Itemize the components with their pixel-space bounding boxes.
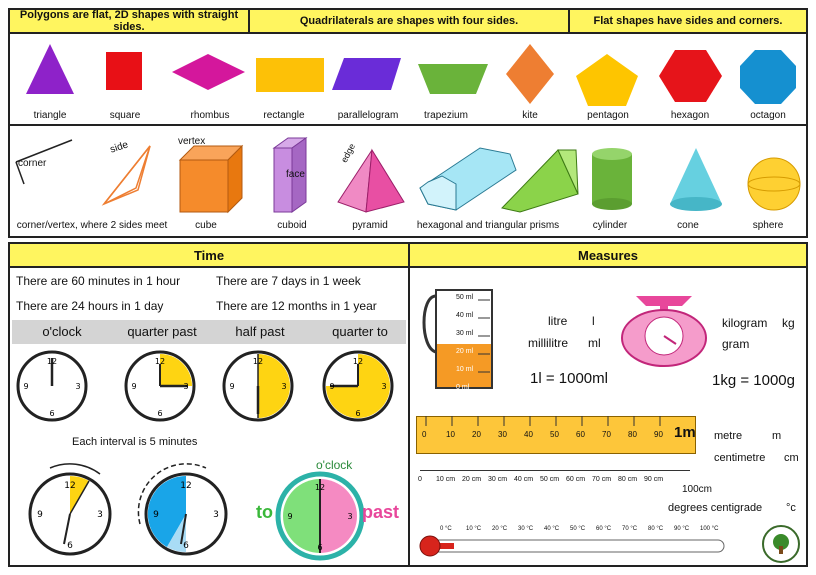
- ruler-tick-50: 50: [550, 430, 559, 439]
- clock-quarter-past-icon: [126, 352, 194, 420]
- rhombus-icon: [172, 54, 245, 90]
- tape-tick-0: 0: [418, 476, 422, 483]
- solid-shapes-row: [10, 128, 806, 214]
- trapezium-icon: [418, 64, 488, 94]
- hexagon-icon: [659, 50, 722, 102]
- svg-text:12: 12: [46, 357, 58, 366]
- kilogram-word: kilogram: [722, 316, 768, 330]
- ruler-tick-40: 40: [524, 430, 533, 439]
- thermo-tick-10: 10 °C: [466, 526, 482, 532]
- clock-half-past-icon: [224, 352, 292, 420]
- triangle-icon: [26, 44, 74, 94]
- thermo-tick-30: 30 °C: [518, 526, 534, 532]
- parallelogram-label: parallelogram: [337, 110, 399, 121]
- litre-word: litre: [548, 314, 568, 328]
- svg-text:6: 6: [67, 541, 73, 551]
- tape-tick-90: 90 cm: [644, 476, 664, 483]
- corner-tag: corner: [18, 158, 47, 169]
- shapes-header: [10, 10, 806, 34]
- svg-text:12: 12: [252, 357, 264, 366]
- svg-text:9: 9: [153, 510, 159, 520]
- svg-text:12: 12: [154, 357, 166, 366]
- jug-mark-0: 0 ml: [456, 384, 470, 391]
- measures-header: Measures: [410, 244, 806, 268]
- fact-hours: There are 24 hours in 1 day: [16, 299, 164, 313]
- cube-icon: [180, 146, 242, 212]
- thermo-tick-40: 40 °C: [544, 526, 560, 532]
- svg-text:9: 9: [131, 382, 137, 391]
- thermo-tick-80: 80 °C: [648, 526, 664, 532]
- svg-text:6: 6: [157, 409, 163, 418]
- rectangle-label: rectangle: [263, 110, 305, 121]
- rectangle-icon: [256, 58, 324, 92]
- svg-text:12: 12: [64, 481, 76, 491]
- litre-equation: 1l = 1000ml: [530, 370, 608, 387]
- clock-quarter-to-icon: [324, 352, 392, 420]
- degrees-abbr: °c: [786, 502, 796, 514]
- svg-text:3: 3: [97, 510, 103, 520]
- cone-icon: [670, 148, 722, 211]
- square-icon: [106, 52, 142, 90]
- corner-label: corner/vertex, where 2 sides meet: [16, 220, 168, 231]
- tape-tick-60: 60 cm: [566, 476, 586, 483]
- svg-text:12: 12: [180, 481, 192, 491]
- tape-labels: [416, 476, 706, 488]
- thermo-tick-20: 20 °C: [492, 526, 508, 532]
- clock-interval-blue-icon: [138, 464, 226, 554]
- cone-label: cone: [677, 220, 699, 231]
- svg-text:9: 9: [329, 382, 335, 391]
- millilitre-abbr: ml: [588, 336, 601, 350]
- tape-tick-40: 40 cm: [514, 476, 534, 483]
- school-logo-icon: [760, 524, 802, 564]
- measures-panel: [408, 242, 808, 567]
- centimetre-word: centimetre: [714, 452, 766, 464]
- half-past-label: half past: [235, 324, 285, 339]
- cylinder-icon: [592, 148, 632, 210]
- svg-text:6: 6: [49, 409, 55, 418]
- jug-mark-10: 10 ml: [456, 366, 474, 373]
- svg-text:9: 9: [229, 382, 235, 391]
- flat-shapes-row: [10, 36, 806, 106]
- tape-tick-20: 20 cm: [462, 476, 482, 483]
- svg-text:3: 3: [75, 382, 81, 391]
- ruler-tick-80: 80: [628, 430, 637, 439]
- edge-tag: edge: [338, 141, 358, 165]
- fact-months: There are 12 months in 1 year: [216, 299, 377, 313]
- thermo-labels: [436, 526, 736, 536]
- svg-text:9: 9: [287, 512, 293, 521]
- clock-oclock-icon: [18, 352, 86, 420]
- weighing-scale-icon: [616, 288, 712, 368]
- clocks-row: [10, 346, 410, 428]
- ruler-tick-90: 90: [654, 430, 663, 439]
- side-tag: side: [108, 139, 130, 156]
- thermo-tick-0: 0 °C: [440, 526, 452, 532]
- polygons-heading: Polygons are flat, 2D shapes with straight sides.: [10, 10, 250, 32]
- face-tag: face: [286, 169, 305, 180]
- fact-minutes: There are 60 minutes in 1 hour: [16, 274, 181, 288]
- thermo-tick-100: 100 °C: [700, 526, 719, 532]
- thermo-tick-50: 50 °C: [570, 526, 586, 532]
- jug-mark-30: 30 ml: [456, 330, 474, 337]
- to-tag: to: [256, 502, 273, 522]
- shapes-divider: [10, 124, 806, 126]
- tape-tick-50: 50 cm: [540, 476, 560, 483]
- svg-text:3: 3: [183, 382, 189, 391]
- tape-tick-80: 80 cm: [618, 476, 638, 483]
- time-panel: [8, 242, 410, 567]
- svg-text:12: 12: [352, 357, 364, 366]
- clock-interval-icon: [30, 464, 110, 554]
- trapezium-label: trapezium: [424, 110, 468, 121]
- tape-tick-30: 30 cm: [488, 476, 508, 483]
- ruler-labels: [416, 424, 696, 444]
- thermo-tick-70: 70 °C: [622, 526, 638, 532]
- prisms-label: hexagonal and triangular prisms: [416, 220, 560, 231]
- svg-text:6: 6: [355, 409, 361, 418]
- svg-text:6: 6: [317, 543, 323, 552]
- kg-equation: 1kg = 1000g: [712, 372, 795, 389]
- fact-days: There are 7 days in 1 week: [216, 274, 361, 288]
- sphere-icon: [748, 158, 800, 210]
- svg-text:3: 3: [213, 510, 219, 520]
- tape-line: [420, 470, 690, 471]
- svg-text:9: 9: [37, 510, 43, 520]
- vertex-tag: vertex: [178, 136, 206, 147]
- octagon-label: octagon: [750, 110, 786, 121]
- tape-tick-70: 70 cm: [592, 476, 612, 483]
- clock-to-past-icon: [278, 474, 362, 558]
- hexagon-label: hexagon: [670, 110, 710, 121]
- tape-tick-10: 10 cm: [436, 476, 456, 483]
- millilitre-word: millilitre: [528, 336, 568, 350]
- svg-text:3: 3: [347, 512, 353, 521]
- kilogram-abbr: kg: [782, 316, 795, 330]
- parallelogram-icon: [332, 58, 401, 90]
- svg-text:3: 3: [281, 382, 287, 391]
- sphere-label: sphere: [752, 220, 784, 231]
- square-label: square: [109, 110, 141, 121]
- cylinder-label: cylinder: [592, 220, 628, 231]
- svg-text:3: 3: [381, 382, 387, 391]
- cube-label: cube: [195, 220, 217, 231]
- ruler-end-label: 1m: [674, 424, 696, 441]
- quarter-to-label: quarter to: [332, 324, 388, 339]
- jug-mark-40: 40 ml: [456, 312, 474, 319]
- thermometer-icon: [418, 534, 728, 562]
- ruler-tick-30: 30: [498, 430, 507, 439]
- oclock-tag: o'clock: [316, 458, 353, 472]
- litre-abbr: l: [592, 314, 595, 328]
- cuboid-label: cuboid: [277, 220, 307, 231]
- rhombus-label: rhombus: [190, 110, 230, 121]
- past-tag: past: [362, 502, 400, 522]
- shapes-panel: [8, 8, 808, 238]
- pentagon-icon: [576, 54, 638, 106]
- ruler-tick-10: 10: [446, 430, 455, 439]
- kite-label: kite: [522, 110, 538, 121]
- interval-clocks: [10, 456, 410, 566]
- degrees-word: degrees centigrade: [668, 502, 763, 514]
- oclock-label: o'clock: [42, 324, 82, 339]
- metre-abbr: m: [772, 430, 782, 442]
- jug-mark-20: 20 ml: [456, 348, 474, 355]
- metre-word: metre: [714, 430, 743, 442]
- pyramid-label: pyramid: [352, 220, 388, 231]
- ruler-tick-20: 20: [472, 430, 481, 439]
- ruler-tick-60: 60: [576, 430, 585, 439]
- svg-text:12: 12: [314, 483, 326, 492]
- triangular-prism-icon: [502, 150, 578, 212]
- svg-text:9: 9: [23, 382, 29, 391]
- interval-note: Each interval is 5 minutes: [72, 436, 198, 448]
- ruler-tick-0: 0: [422, 430, 427, 439]
- triangle-label: triangle: [33, 110, 67, 121]
- time-header: Time: [10, 244, 408, 268]
- thermo-tick-60: 60 °C: [596, 526, 612, 532]
- gram-word: gram: [722, 337, 750, 351]
- pentagon-label: pentagon: [587, 110, 629, 121]
- svg-text:6: 6: [183, 541, 189, 551]
- tape-end-label: 100cm: [682, 484, 713, 495]
- quadrilaterals-heading: Quadrilaterals are shapes with four sides.: [250, 10, 570, 32]
- kite-icon: [506, 44, 554, 104]
- flat-shapes-heading: Flat shapes have sides and corners.: [593, 15, 783, 27]
- octagon-icon: [740, 50, 796, 104]
- quarter-past-label: quarter past: [127, 324, 197, 339]
- hexagonal-prism-icon: [420, 148, 516, 210]
- centimetre-abbr: cm: [784, 452, 799, 464]
- thermo-tick-90: 90 °C: [674, 526, 690, 532]
- ruler-tick-70: 70: [602, 430, 611, 439]
- jug-mark-50: 50 ml: [456, 294, 474, 301]
